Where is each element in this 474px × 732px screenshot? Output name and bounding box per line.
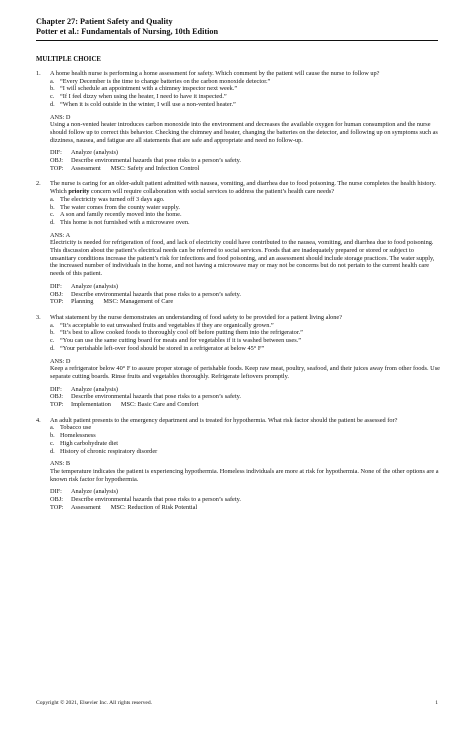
stem-emphasis: priority: [68, 188, 90, 196]
answer-key: ANS: D: [50, 113, 71, 121]
topic-row: [50, 504, 440, 512]
option-text: A son and family recently moved into the home.: [60, 211, 182, 219]
rationale: Using a non-vented heater introduces carbon monoxide into the environment and decreases the available oxygen for human consumption and the nurse should follow up to correct this behavior. Checking the chimney and heater, changing the batteries on the detector, and following up on symptoms such as dizziness, nausea, and fatigue are all statements that are safe and appropriate and need no follow-up.: [50, 121, 438, 144]
dif-value: Analyze (analysis): [71, 385, 119, 393]
question-stem: [50, 180, 440, 195]
option-text: “It’s acceptable to eat unwashed fruits and vegetables if they are organically grown.”: [60, 321, 274, 329]
dif-label: DIF:: [50, 488, 62, 496]
option-c: [50, 211, 440, 219]
option-b: [50, 432, 440, 440]
option-text: “Every December is the time to change batteries on the carbon monoxide detector.”: [60, 77, 271, 85]
top-value: Assessment: [71, 164, 101, 172]
section-title: MULTIPLE CHOICE: [36, 56, 101, 63]
stem-part: The nurse is caring for an older-adult patient admitted with nausea, vomiting, and diarrhea due to food poisoning. The nurse completes the health history. Which: [50, 180, 436, 196]
objective-row: [50, 496, 440, 504]
option-label: a.: [50, 195, 55, 203]
question-stem: An adult patient presents to the emergency department and is treated for hypothermia. What risk factor should the patient be assessed for?: [50, 416, 398, 424]
question-number: 1.: [36, 70, 41, 77]
top-label: TOP:: [50, 401, 64, 409]
obj-label: OBJ:: [50, 157, 63, 165]
page-number: 1: [435, 700, 438, 706]
option-a: [50, 196, 440, 204]
option-label: a.: [50, 77, 55, 85]
objective-row: [50, 291, 440, 299]
topic-row: [50, 401, 440, 409]
book-title: Potter et al.: Fundamentals of Nursing, 10th Edition: [36, 27, 219, 36]
question-number: 3.: [36, 313, 41, 321]
top-value: Assessment: [71, 503, 101, 511]
option-label: b.: [50, 329, 55, 337]
answer-key: ANS: D: [50, 357, 71, 365]
top-value: Implementation: [71, 401, 111, 409]
objective-row: [50, 393, 440, 401]
obj-label: OBJ:: [50, 290, 63, 298]
obj-value: Describe environmental hazards that pose risks to a person’s safety.: [71, 157, 241, 165]
dif-label: DIF:: [50, 149, 62, 157]
option-text: Homelessness: [60, 432, 96, 440]
rationale: Electricity is needed for refrigeration of food, and lack of electricity could have contributed to the nausea, vomiting, and diarrhea due to food poisoning. This discussion about the patient’s electrical needs can be referred to social services. Foods that are inadequately prepared or stored or subject to unsanitary conditions increase the patient’s risk for infections and food poisoning, and an assessment should include storage practices. The water supply, the increased number of individuals in the home, and not having a microwave may or may not be concerns but do not pertain to the current health care needs of this patient.: [50, 239, 435, 278]
question-4: [36, 417, 440, 512]
topic-row: [50, 165, 440, 173]
option-b: [50, 85, 440, 93]
document-header: [36, 17, 438, 37]
question-stem: A home health nurse is performing a home assessment for safety. Which comment by the patient will cause the nurse to follow up?: [50, 70, 380, 77]
option-c: [50, 440, 440, 448]
difficulty-row: [50, 488, 440, 496]
option-text: History of chronic respiratory disorder: [60, 447, 158, 455]
option-d: [50, 101, 440, 109]
option-label: c.: [50, 439, 55, 447]
difficulty-row: [50, 386, 440, 394]
stem-part: concern will require collaboration with social services to address the patient’s health care needs?: [89, 188, 335, 196]
dif-label: DIF:: [50, 385, 62, 393]
obj-label: OBJ:: [50, 393, 63, 401]
option-text: “When it is cold outside in the winter, I will use a non-vented heater.”: [60, 100, 236, 108]
msc-value: MSC: Reduction of Risk Potential: [110, 503, 198, 511]
dif-label: DIF:: [50, 282, 62, 290]
top-label: TOP:: [50, 164, 64, 172]
option-label: a.: [50, 424, 55, 432]
option-label: d.: [50, 218, 55, 226]
rationale: The temperature indicates the patient is experiencing hypothermia. Homeless individuals are more at risk for hypothermia. None of the other options are a known risk factor for hypothermia.: [50, 467, 439, 483]
question-number: 2.: [36, 180, 41, 188]
rationale: Keep a refrigerator below 40° F to assure proper storage of perishable foods. Keep raw meat, poultry, seafood, and their juices away from other foods. Use separate cutting boards. Rinse fruits and vegetables thoroughly. Refrigerate leftovers promptly.: [50, 365, 440, 380]
topic-row: [50, 298, 440, 306]
option-label: b.: [50, 203, 55, 211]
option-b: [50, 204, 440, 212]
question-3: [36, 314, 440, 409]
option-d: [50, 345, 440, 353]
header-rule: [36, 40, 438, 41]
top-label: TOP:: [50, 503, 64, 511]
option-label: d.: [50, 344, 55, 352]
obj-label: OBJ:: [50, 496, 63, 504]
obj-value: Describe environmental hazards that pose risks to a person’s safety.: [71, 393, 241, 401]
msc-value: MSC: Basic Care and Comfort: [120, 401, 199, 409]
page-footer: [36, 700, 438, 706]
option-label: b.: [50, 85, 55, 93]
question-2: [36, 180, 440, 306]
option-label: d.: [50, 100, 55, 108]
obj-value: Describe environmental hazards that pose risks to a person’s safety.: [71, 290, 241, 298]
option-text: This home is not furnished with a microwave oven.: [60, 218, 190, 226]
obj-value: Describe environmental hazards that pose risks to a person’s safety.: [71, 496, 241, 504]
dif-value: Analyze (analysis): [71, 149, 119, 157]
option-d: [50, 219, 440, 227]
question-stem: What statement by the nurse demonstrates an understanding of food safety to be provided for a patient living alone?: [50, 313, 343, 321]
option-label: c.: [50, 93, 55, 101]
chapter-title: Chapter 27: Patient Safety and Quality: [36, 17, 173, 26]
option-text: “I will schedule an appointment with a chimney inspector next week.”: [60, 85, 238, 93]
option-text: “Your perishable left-over food should be stored in a refrigerator at below 45° F”: [60, 344, 265, 352]
option-text: “You can use the same cutting board for meats and for vegetables if it is washed between uses.”: [60, 337, 302, 345]
option-text: “If I feel dizzy when using the heater, I need to have it inspected.”: [60, 93, 227, 101]
copyright-notice: Copyright © 2021, Elsevier Inc. All rights reserved.: [36, 700, 153, 706]
msc-value: MSC: Management of Care: [103, 298, 174, 306]
option-text: High carbohydrate diet: [60, 439, 119, 447]
dif-value: Analyze (analysis): [71, 488, 119, 496]
option-text: The water comes from the county water supply.: [60, 203, 180, 211]
top-label: TOP:: [50, 298, 64, 306]
dif-value: Analyze (analysis): [71, 282, 119, 290]
option-label: c.: [50, 337, 55, 345]
option-text: Tobacco use: [60, 424, 92, 432]
objective-row: [50, 157, 440, 165]
option-label: a.: [50, 321, 55, 329]
option-a: [50, 424, 440, 432]
question-list: [36, 70, 440, 519]
option-d: [50, 448, 440, 456]
option-c: [50, 337, 440, 345]
top-value: Planning: [71, 298, 94, 306]
option-a: [50, 322, 440, 330]
answer-key: ANS: A: [50, 231, 71, 239]
difficulty-row: [50, 149, 440, 157]
option-b: [50, 329, 440, 337]
option-label: b.: [50, 432, 55, 440]
option-label: c.: [50, 211, 55, 219]
option-a: [50, 78, 440, 86]
question-1: [36, 70, 440, 172]
msc-value: MSC: Safety and Infection Control: [110, 164, 200, 172]
option-c: [50, 93, 440, 101]
question-number: 4.: [36, 416, 41, 424]
difficulty-row: [50, 283, 440, 291]
option-label: d.: [50, 447, 55, 455]
answer-key: ANS: B: [50, 460, 71, 468]
option-text: “It’s best to allow cooked foods to thoroughly cool off before putting them into the refrigerator.”: [60, 329, 303, 337]
option-text: The electricity was turned off 3 days ago.: [60, 195, 165, 203]
